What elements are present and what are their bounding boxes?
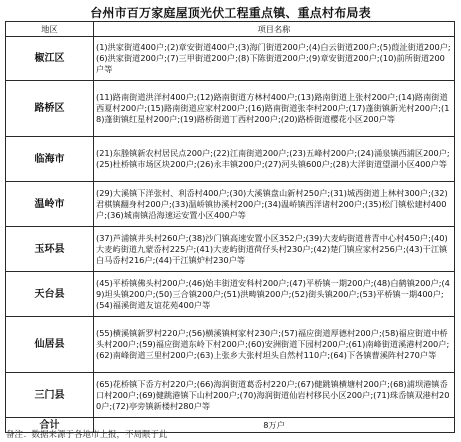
items-cell: (65)花桥镇下岙方村220户;(66)海润街道葛岙村220户;(67)健跳镇横塘村200户;(68)浦坝港镇岙口村200户;(69)健跳港镇下山村200户;(70)海润街道仙岩村移民小区200户;(71)珠岙镇双港村200户;(72)亭旁镇新楼村280户等 (94, 373, 455, 418)
header-items: 项目名称 (94, 22, 455, 37)
table-row (6, 317, 455, 373)
region-cell: 椒江区 (6, 37, 94, 81)
items-cell: (29)大溪镇下洋张村、利岙村400户;(30)大溪镇盘山新村250户;(31)城西街道上林村300户;(32)君棋镇翻身村200户;(33)温峤镇协溪村200户;(34)温峤镇西洋诸村200户;(35)松门镇松建村400户;(36)城南镇沿海速运安置小区400户等 (94, 182, 455, 227)
table-row (6, 272, 455, 317)
items-cell: (45)平桥镇佛头村200户;(46)始丰街道安科村200户;(47)平桥镇一期200户;(48)白鹤镇200户;(49)坦头镇200户;(50)三合镇200户;(51)洪畴镇200户;(52)街头镇200户;(53)平桥镇一期400户;(54)福溪街道友谊花苑400户等 (94, 272, 455, 317)
header-region: 地区 (6, 22, 94, 37)
items-cell: (11)路南街道洪洋村400户;(12)路南街道方林村400户;(13)路南街道上张村200户;(14)路南街道西夏村200户;(15)路南街道应家村200户;(16)路南街道张李村200户;(17)蓬街镇新光村200户;(18)蓬街镇红星村200户;(19)路桥街道丁西村200户;(20)路桥街道樱花小区200户等 (94, 81, 455, 137)
region-cell: 玉环县 (6, 227, 94, 272)
region-cell: 天台县 (6, 272, 94, 317)
items-cell: (37)芦浦镇井头村260户;(38)沙门镇高速安置小区352户;(39)大麦屿街道普青中心村450户;(40)大麦屿街道九蒙岙村225户;(41)大麦屿街道荷仔头村230户;(42)楚门镇应家村256户;(43)干江镇白马岙村216户;(44)干江镇炉村230户等 (94, 227, 455, 272)
region-cell: 三门县 (6, 373, 94, 418)
total-value: 8万户 (94, 418, 455, 433)
items-cell: (1)洪家街道400户;(2)章安街道400户;(3)海门街道200户;(4)白云街道200户;(5)葭沚街道200户;(6)洪家街道200户;(7)三甲街道200户;(8)下陈街道200户;(9)章安街道200户;(10)前所街道200户等 (94, 37, 455, 81)
footnote: 备注：数据来源于各地市上报，不局限于此 (6, 430, 168, 440)
items-cell: (21)东塍镇新农村居民点200户;(22)江南街道200户;(23)五峰村200户;(24)涌泉镇西浦区200户;(25)杜桥镇市场区块200户;(26)永丰镇200户;(27)河头镇600户;(28)大洋街道望湖小区400户等 (94, 137, 455, 182)
region-cell: 临海市 (6, 137, 94, 182)
table-row (6, 137, 455, 182)
table-row (6, 81, 455, 137)
table-row (6, 37, 455, 81)
header-row (6, 22, 455, 37)
table-row (6, 182, 455, 227)
table-title: 台州市百万家庭屋顶光伏工程重点镇、重点村布局表 (90, 6, 371, 20)
table-row (6, 227, 455, 272)
table-row (6, 373, 455, 418)
region-cell: 仙居县 (6, 317, 94, 373)
region-cell: 温岭市 (6, 182, 94, 227)
total-label: 合计 (6, 418, 94, 433)
layout-table (5, 21, 455, 433)
items-cell: (55)横溪镇新罗村220户;(56)横溪镇柯家村230户;(57)福应街道厚德村200户;(58)福应街道中桥头村200户;(59)福应街道东岭下村200户;(60)安洲街道下园村200户;(61)南峰街道溪港村200户;(62)南峰街道三里村200户;(63)上张乡大张村坦头自然村110户;(64)下各镇曹溪阵村270户等 (94, 317, 455, 373)
region-cell: 路桥区 (6, 81, 94, 137)
